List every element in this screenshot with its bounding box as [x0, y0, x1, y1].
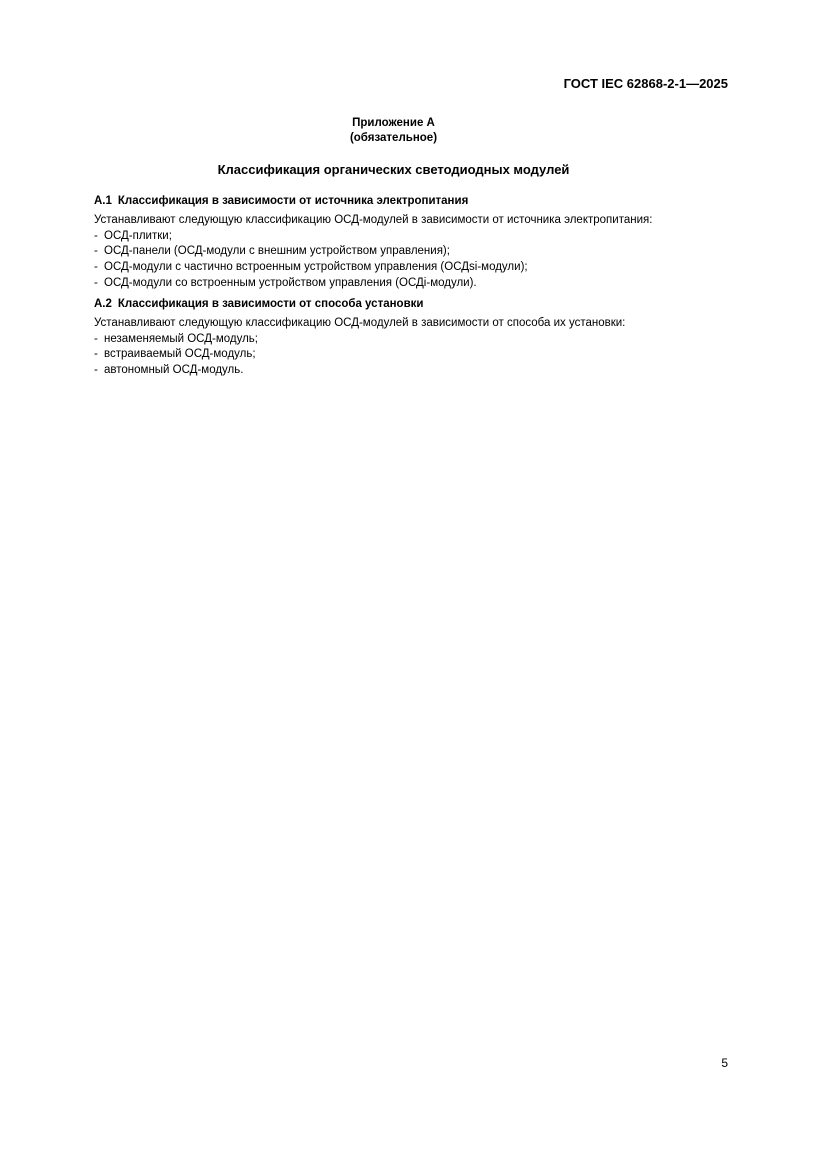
- list-item: [94, 276, 744, 292]
- section-heading: [94, 194, 744, 209]
- list-item-text: встраиваемый ОСД-модуль;: [104, 348, 256, 361]
- list-marker: -: [94, 229, 98, 242]
- section-number: А.2: [94, 298, 112, 310]
- section-intro: Устанавливают следующую классификацию ОСД-модулей в зависимости от источника электропитания:: [94, 214, 653, 226]
- list-item: [94, 229, 744, 245]
- annex-heading: [0, 116, 787, 146]
- classification-list: [94, 332, 744, 379]
- list-item: [94, 260, 744, 276]
- document-code: ГОСТ IEC 62868-2-1—2025: [563, 76, 728, 91]
- list-item-text: ОСД-модули со встроенным устройством управления (ОСДi-модули).: [104, 276, 477, 289]
- classification-list: [94, 229, 744, 292]
- section-intro: Устанавливают следующую классификацию ОСД-модулей в зависимости от способа их установки:: [94, 317, 626, 329]
- list-marker: -: [94, 348, 98, 361]
- annex-label: Приложение А: [352, 117, 435, 129]
- list-marker: -: [94, 261, 98, 274]
- list-item-text: незаменяемый ОСД-модуль;: [104, 332, 258, 345]
- list-item-text: ОСД-панели (ОСД-модули с внешним устройством управления);: [104, 245, 450, 258]
- section-a2: [94, 297, 744, 379]
- list-marker: -: [94, 364, 98, 377]
- list-item: [94, 347, 744, 363]
- section-title: Классификация в зависимости от способа установки: [117, 298, 424, 310]
- list-item-text: ОСД-плитки;: [104, 229, 172, 242]
- page-number: 5: [721, 1056, 728, 1070]
- list-item: [94, 244, 744, 260]
- annex-title: Классификация органических светодиодных модулей: [217, 162, 570, 177]
- section-title: Классификация в зависимости от источника электропитания: [117, 195, 469, 207]
- list-item: [94, 363, 744, 379]
- list-item-text: автономный ОСД-модуль.: [104, 364, 244, 377]
- list-marker: -: [94, 332, 98, 345]
- list-item-text: ОСД-модули с частично встроенным устройством управления (ОСДsi-модули);: [104, 261, 528, 274]
- section-number: А.1: [94, 195, 112, 207]
- list-marker: -: [94, 245, 98, 258]
- annex-status: (обязательное): [349, 132, 438, 144]
- section-a1: [94, 194, 744, 292]
- list-marker: -: [94, 276, 98, 289]
- list-item: [94, 332, 744, 348]
- section-heading: [94, 297, 744, 312]
